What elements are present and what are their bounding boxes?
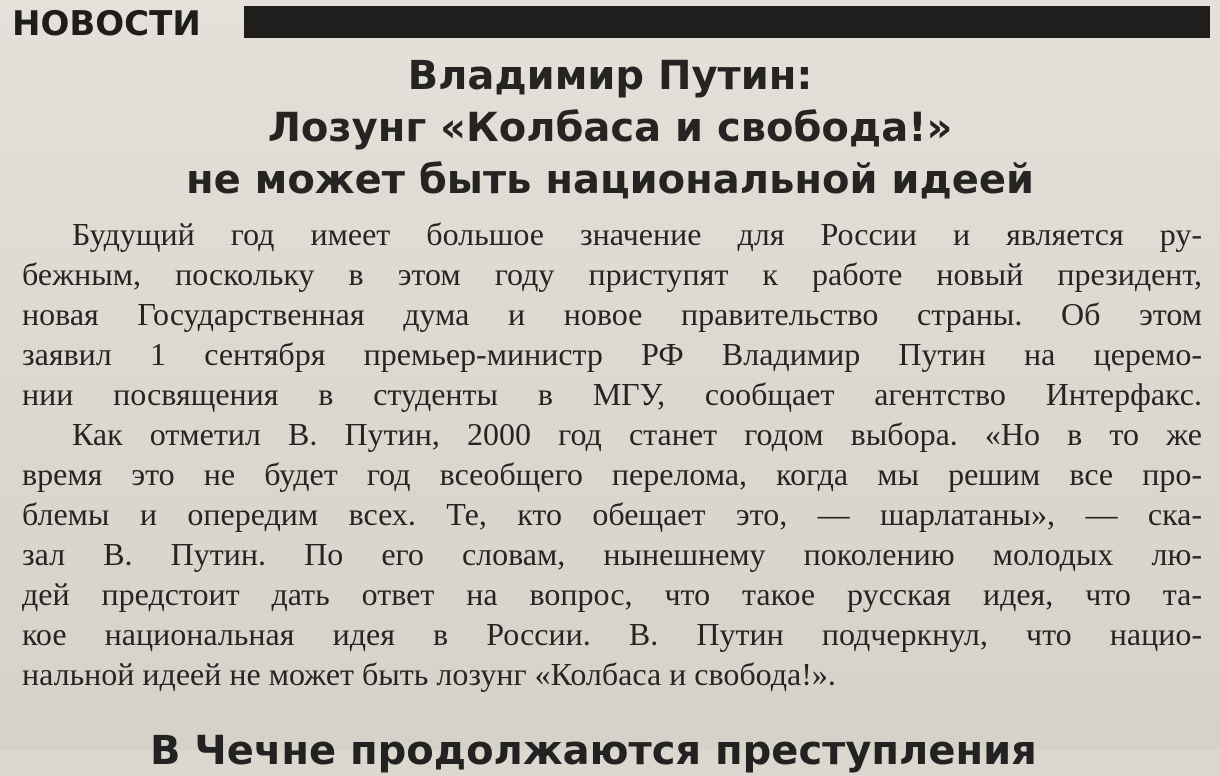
body-line-2: бежным, поскольку в этом году приступят к работе новый президент, (22, 256, 1202, 292)
body-line-3: новая Государственная дума и новое правительство страны. Об этом (22, 296, 1202, 332)
body-line-7: время это не будет год всеобщего перелома, когда мы решим все про- (22, 456, 1202, 492)
rubric-header (12, 2, 1202, 46)
headline-line-2: Лозунг «Колбаса и свобода!» (267, 105, 953, 151)
body-line-6: Как отметил В. Путин, 2000 год станет годом выбора. «Но в то же (72, 416, 1202, 452)
body-line-4: заявил 1 сентября премьер-министр РФ Владимир Путин на церемо- (22, 336, 1202, 372)
article-body (22, 214, 1202, 694)
article-headline (0, 50, 1220, 206)
rubric-label: НОВОСТИ (12, 4, 201, 44)
headline-line-1: Владимир Путин: (407, 53, 813, 99)
headline-line-3: не может быть национальной идеей (185, 157, 1035, 203)
body-line-5: нии посвящения в студенты в МГУ, сообщает агентство Интерфакс. (22, 376, 1202, 412)
next-article-headline-cut (150, 726, 1070, 774)
next-headline-text: В Чечне продолжаются преступления (150, 728, 1037, 774)
body-line-10: дей предстоит дать ответ на вопрос, что такое русская идея, что та- (22, 576, 1202, 612)
body-line-1: Будущий год имеет большое значение для России и является ру- (72, 216, 1202, 252)
body-line-12: нальной идеей не может быть лозунг «Колбаса и свобода!». (22, 656, 836, 692)
body-line-9: зал В. Путин. По его словам, нынешнему поколению молодых лю- (22, 536, 1202, 572)
body-line-8: блемы и опередим всех. Те, кто обещает это, — шарлатаны», — ска- (22, 496, 1202, 532)
body-line-11: кое национальная идея в России. В. Путин подчеркнул, что нацио- (22, 616, 1202, 652)
rubric-rule (244, 6, 1210, 38)
